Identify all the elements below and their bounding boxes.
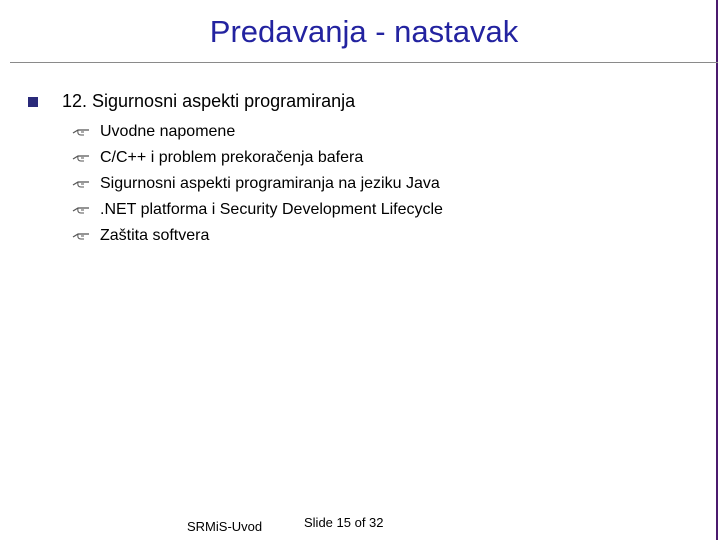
sub-bullet-item [72,145,443,171]
sub-bullet-item [72,119,443,145]
sub-bullet-item [72,223,443,249]
pointing-hand-icon [72,179,90,189]
pointing-hand-icon [72,231,90,241]
slide-title: Predavanja - nastavak [209,14,519,49]
sub-bullet-label: Uvodne napomene [100,123,236,140]
sub-bullet-label: Sigurnosni aspekti programiranja na jeziku Java [100,175,440,192]
pointing-hand-icon [72,153,90,163]
sub-bullet-label: .NET platforma i Security Development Lifecycle [100,201,443,218]
sub-bullet-item [72,171,443,197]
pointing-hand-icon [72,127,90,137]
footer-slide-number: Slide 15 of 32 [304,515,384,530]
main-bullet [28,91,355,112]
pointing-hand-icon [72,205,90,215]
sub-bullet-label: C/C++ i problem prekoračenja bafera [100,149,364,166]
main-bullet-text: 12. Sigurnosni aspekti programiranja [62,91,356,111]
sub-bullet-label: Zaštita softvera [100,227,210,244]
sub-bullet-list [72,119,443,249]
square-bullet-icon [28,97,38,107]
footer-course: SRMiS-Uvod [187,519,263,534]
title-divider [10,62,718,63]
sub-bullet-item [72,197,443,223]
